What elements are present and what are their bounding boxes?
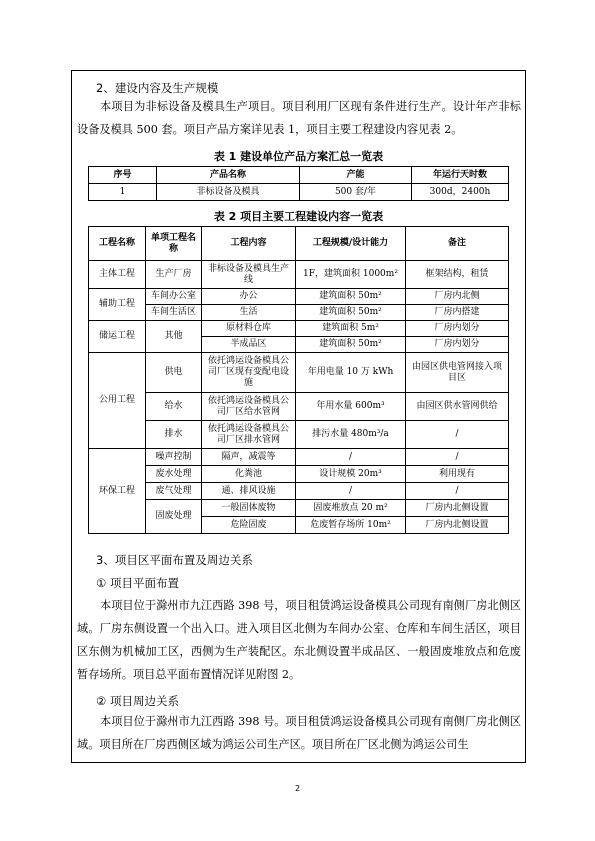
project-name: 公用工程	[89, 353, 146, 449]
table-row	[89, 500, 509, 517]
table1-caption: 表 1 建设单位产品方案汇总一览表	[213, 150, 384, 163]
sub-project: 车间办公室	[146, 289, 202, 305]
content: 生活	[202, 305, 296, 321]
content: 办公	[202, 289, 296, 305]
sub-project: 给水	[146, 393, 202, 421]
table1-header: 年运行天时数	[412, 167, 509, 184]
table-row	[89, 483, 509, 500]
table2	[88, 226, 509, 534]
table2-header: 工程规模/设计能力	[296, 227, 406, 261]
sub-project: 生产厂房	[146, 261, 202, 289]
section2-heading: 2、建设内容及生产规模	[96, 81, 219, 95]
bottom-rule	[71, 762, 526, 763]
content: 危险固废	[202, 517, 296, 534]
note: 利用现有	[406, 466, 509, 483]
note: 厂房内划分	[406, 321, 509, 337]
table1-cell: 300d，2400h	[412, 184, 509, 201]
table1-header: 序号	[89, 167, 157, 184]
note: 厂房内北侧设置	[406, 517, 509, 534]
table1-header: 产能	[300, 167, 412, 184]
scale: 年用水量 600m³	[296, 393, 406, 421]
section2-paragraph: 本项目为非标设备及模具生产项目。项目利用厂区现有条件进行生产。设计年产非标设备及模具 500 套。项目产品方案详见表 1，项目主要工程建设内容见表 2。	[77, 100, 521, 136]
scale: 建筑面积 50m²	[296, 289, 406, 305]
scale: /	[296, 449, 406, 466]
scale: 建筑面积 50m²	[296, 305, 406, 321]
content: 隔声，减震等	[202, 449, 296, 466]
sub-project: 其他	[146, 321, 202, 353]
sub-project: 噪声控制	[146, 449, 202, 466]
table-row	[89, 421, 509, 449]
sub-project: 供电	[146, 353, 202, 393]
content: 非标设备及模具生产线	[202, 261, 296, 289]
content: 原材料仓库	[202, 321, 296, 337]
content: 半成品区	[202, 337, 296, 353]
table1-cell: 500 套/年	[300, 184, 412, 201]
table-row	[89, 305, 509, 321]
table-row	[89, 321, 509, 337]
note: 厂房内北侧设置	[406, 500, 509, 517]
table2-header: 工程内容	[202, 227, 296, 261]
note: 由园区供电管网接入项目区	[406, 353, 509, 393]
scale: 设计规模 20m³	[296, 466, 406, 483]
table2-header-row	[89, 227, 509, 261]
table2-caption: 表 2 项目主要工程建设内容一览表	[213, 210, 384, 223]
project-name: 储运工程	[89, 321, 146, 353]
content: 依托鸿运设备模具公司厂区排水管网	[202, 421, 296, 449]
content: 化粪池	[202, 466, 296, 483]
table-row	[89, 393, 509, 421]
scale: 1F，建筑面积 1000m²	[296, 261, 406, 289]
sub-project: 排水	[146, 421, 202, 449]
sub-project: 废水处理	[146, 466, 202, 483]
table2-header: 备注	[406, 227, 509, 261]
section3-paragraph2: 本项目位于滁州市九江西路 398 号。项目租赁鸿运设备模具公司现有南侧厂房北侧区域。项目所在厂房西侧区域为鸿运公司生产区。项目所在厂区北侧为鸿运公司生	[77, 715, 521, 751]
scale: 年用电量 10 万 kWh	[296, 353, 406, 393]
note: /	[406, 421, 509, 449]
table2-header: 单项工程名称	[146, 227, 202, 261]
content: 依托鸿运设备模具公司厂区给水管网	[202, 393, 296, 421]
table1-cell: 非标设备及模具	[157, 184, 300, 201]
table2-header: 工程名称	[89, 227, 146, 261]
note: 厂房内搭建	[406, 305, 509, 321]
table-row	[89, 261, 509, 289]
sub-project: 固废处理	[146, 500, 202, 534]
content: 依托鸿运设备模具公司厂区现有变配电设施	[202, 353, 296, 393]
scale: 固废堆放点 20 m²	[296, 500, 406, 517]
table-row	[89, 289, 509, 305]
table1-header: 产品名称	[157, 167, 300, 184]
section3-paragraph1: 本项目位于滁州市九江西路 398 号，项目租赁鸿运设备模具公司现有南侧厂房北侧区域。厂房东侧设置一个出入口。进入项目区北侧为车间办公室、仓库和车间生活区，项目区东侧为机械加工区，西侧为生产装配区。东北侧设置半成品区、一般固废堆放点和危废暂存场所。项目总平面布置情况详见附图 2。	[77, 599, 521, 681]
note: 框架结构，租赁	[406, 261, 509, 289]
note: 厂房内划分	[406, 337, 509, 353]
section3-sub2: ② 项目周边关系	[96, 694, 179, 708]
table-row	[89, 184, 509, 201]
scale: /	[296, 483, 406, 500]
table1-header-row	[89, 167, 509, 184]
scale: 危废暂存场所 10m²	[296, 517, 406, 534]
project-name: 主体工程	[89, 261, 146, 289]
content: 一般固体废物	[202, 500, 296, 517]
note: /	[406, 483, 509, 500]
section3-heading: 3、项目区平面布置及周边关系	[96, 553, 253, 567]
section3-sub1: ① 项目平面布置	[96, 576, 179, 590]
page-number: 2	[294, 784, 301, 793]
note: 厂房内北侧	[406, 289, 509, 305]
scale: 排污水量 480m³/a	[296, 421, 406, 449]
scale: 建筑面积 50m²	[296, 337, 406, 353]
project-name: 辅助工程	[89, 289, 146, 321]
scale: 建筑面积 5m²	[296, 321, 406, 337]
note: 由园区供水管网供给	[406, 393, 509, 421]
table1-cell: 1	[89, 184, 157, 201]
table-row	[89, 353, 509, 393]
table-row	[89, 449, 509, 466]
table-row	[89, 466, 509, 483]
sub-project: 废气处理	[146, 483, 202, 500]
sub-project: 车间生活区	[146, 305, 202, 321]
content: 通、排风设施	[202, 483, 296, 500]
note: /	[406, 449, 509, 466]
table1	[88, 166, 509, 201]
project-name: 环保工程	[89, 449, 146, 534]
